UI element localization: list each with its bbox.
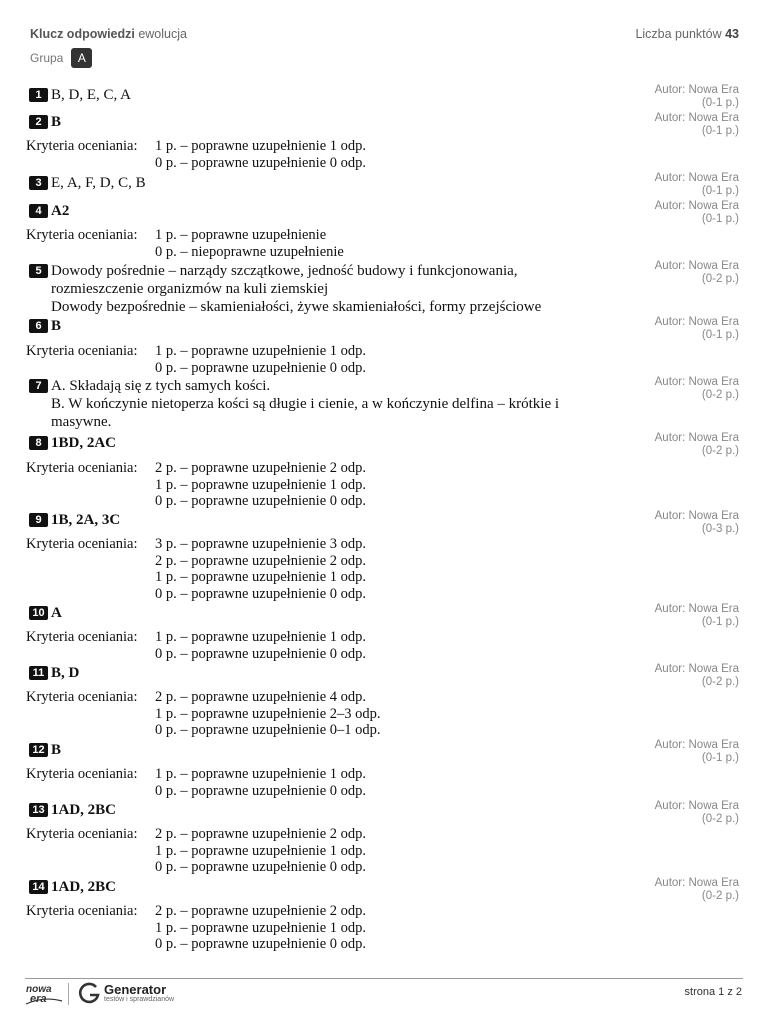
question-answer-continued: rozmieszczenie organizmów na kuli ziemskiej	[51, 281, 329, 297]
question-answer: B, D	[51, 665, 80, 681]
criteria-line: 0 p. – poprawne uzupełnienie 0–1 odp.	[155, 722, 381, 739]
criteria-line: 0 p. – poprawne uzupełnienie 0 odp.	[155, 585, 367, 602]
criteria-line: 1 p. – poprawne uzupełnienie 1 odp.	[155, 919, 367, 936]
criteria-line: 1 p. – poprawne uzupełnienie 1 odp.	[155, 138, 367, 154]
generator-subtitle: testów i sprawdzianów	[104, 996, 175, 1003]
points-total-label: Liczba punktów	[635, 27, 726, 41]
points-range: (0-2 p.)	[701, 675, 739, 688]
question-13-criteria	[26, 826, 366, 876]
criteria-line: 1 p. – poprawne uzupełnienie 1 odp.	[155, 766, 367, 782]
question-answer: E, A, F, D, C, B	[51, 175, 146, 191]
question-number: 4	[29, 204, 48, 218]
question-answer: 1AD, 2BC	[51, 879, 117, 895]
question-4-criteria	[26, 227, 344, 260]
points-range: (0-1 p.)	[701, 328, 739, 341]
question-11-criteria	[26, 689, 381, 739]
criteria-line: 1 p. – poprawne uzupełnienie 2–3 odp.	[155, 705, 381, 722]
question-number: 5	[29, 264, 48, 278]
criteria-line: 0 p. – poprawne uzupełnienie 0 odp.	[155, 154, 367, 171]
generator-title: Generator	[104, 982, 167, 997]
question-answer: 1BD, 2AC	[51, 435, 117, 451]
criteria-line: 0 p. – niepoprawne uzupełnienie	[155, 243, 344, 260]
criteria-line: 2 p. – poprawne uzupełnienie 4 odp.	[155, 689, 367, 705]
question-1-meta	[655, 84, 739, 109]
author-label: Autor: Nowa Era	[654, 663, 739, 675]
question-number: 12	[29, 743, 48, 757]
question-6	[29, 317, 61, 335]
question-5-meta	[655, 260, 739, 285]
criteria-label: Kryteria oceniania:	[26, 689, 138, 705]
question-12	[29, 741, 61, 759]
author-label: Autor: Nowa Era	[654, 112, 739, 124]
question-13	[29, 801, 116, 819]
question-4	[29, 202, 69, 220]
points-range: (0-2 p.)	[701, 272, 739, 285]
criteria-label: Kryteria oceniania:	[26, 227, 138, 243]
points-range: (0-1 p.)	[701, 184, 739, 197]
author-label: Autor: Nowa Era	[654, 877, 739, 889]
author-label: Autor: Nowa Era	[654, 84, 739, 96]
question-6-meta	[655, 316, 739, 341]
logo-text-bottom: era	[30, 993, 47, 1005]
question-answer-continued: Dowody bezpośrednie – skamieniałości, żywe skamieniałości, formy przejściowe	[51, 299, 542, 315]
points-range: (0-1 p.)	[701, 751, 739, 764]
points-range: (0-2 p.)	[701, 388, 739, 401]
question-number: 7	[29, 379, 48, 393]
author-label: Autor: Nowa Era	[654, 376, 739, 388]
points-range: (0-1 p.)	[701, 96, 739, 109]
question-8-criteria	[26, 460, 366, 510]
author-label: Autor: Nowa Era	[654, 172, 739, 184]
question-9	[29, 511, 120, 529]
criteria-label: Kryteria oceniania:	[26, 903, 138, 919]
question-2-criteria	[26, 138, 366, 171]
question-6-criteria	[26, 343, 366, 376]
question-12-meta	[655, 739, 739, 764]
question-answer: A2	[51, 203, 70, 219]
question-answer: 1B, 2A, 3C	[51, 512, 121, 528]
group-badge: A	[71, 48, 92, 68]
question-11	[29, 664, 79, 682]
question-5	[29, 262, 541, 316]
question-answer: A. Składają się z tych samych kości.	[51, 378, 271, 394]
criteria-label: Kryteria oceniania:	[26, 536, 138, 552]
question-number: 8	[29, 436, 48, 450]
criteria-line: 1 p. – poprawne uzupełnienie 1 odp.	[155, 629, 367, 645]
question-14-criteria	[26, 903, 366, 953]
question-7	[29, 377, 559, 431]
criteria-line: 2 p. – poprawne uzupełnienie 2 odp.	[155, 826, 367, 842]
author-label: Autor: Nowa Era	[654, 510, 739, 522]
question-4-meta	[655, 200, 739, 225]
nowa-era-logo	[24, 982, 64, 1006]
question-answer: A	[51, 605, 62, 621]
document-title-topic: ewolucja	[134, 27, 187, 41]
question-number: 13	[29, 803, 48, 817]
page-number: strona 1 z 2	[684, 986, 742, 998]
question-number: 10	[29, 606, 48, 620]
question-answer: B	[51, 742, 62, 758]
logo-text-top: nowa	[26, 984, 52, 995]
logo-separator	[68, 983, 69, 1005]
document-title-bold: Klucz odpowiedzi	[30, 27, 135, 41]
points-range: (0-1 p.)	[701, 124, 739, 137]
author-label: Autor: Nowa Era	[654, 800, 739, 812]
author-label: Autor: Nowa Era	[654, 432, 739, 444]
points-range: (0-2 p.)	[701, 812, 739, 825]
question-answer: 1AD, 2BC	[51, 802, 117, 818]
author-label: Autor: Nowa Era	[654, 316, 739, 328]
question-number: 3	[29, 176, 48, 190]
criteria-line: 1 p. – poprawne uzupełnienie 1 odp.	[155, 476, 367, 493]
question-12-criteria	[26, 766, 366, 799]
question-number: 11	[29, 666, 48, 680]
group-label: Grupa	[30, 51, 64, 65]
criteria-label: Kryteria oceniania:	[26, 343, 138, 359]
question-3	[29, 174, 146, 192]
criteria-line: 0 p. – poprawne uzupełnienie 0 odp.	[155, 859, 367, 876]
author-label: Autor: Nowa Era	[654, 200, 739, 212]
points-range: (0-2 p.)	[701, 444, 739, 457]
generator-logo-icon	[77, 981, 101, 1005]
criteria-line: 0 p. – poprawne uzupełnienie 0 odp.	[155, 493, 367, 510]
question-10-meta	[655, 603, 739, 628]
question-7-meta	[655, 376, 739, 401]
author-label: Autor: Nowa Era	[654, 260, 739, 272]
question-number: 2	[29, 115, 48, 129]
points-total-value: 43	[725, 27, 739, 41]
criteria-line: 0 p. – poprawne uzupełnienie 0 odp.	[155, 782, 367, 799]
question-answer: B	[51, 114, 62, 130]
question-8-meta	[655, 432, 739, 457]
question-14	[29, 878, 116, 896]
question-answer-continued: masywne.	[51, 414, 112, 430]
criteria-line: 1 p. – poprawne uzupełnienie 1 odp.	[155, 842, 367, 859]
question-13-meta	[655, 800, 739, 825]
question-9-criteria	[26, 536, 366, 602]
author-label: Autor: Nowa Era	[654, 603, 739, 615]
points-range: (0-2 p.)	[701, 889, 739, 902]
criteria-line: 3 p. – poprawne uzupełnienie 3 odp.	[155, 536, 367, 552]
question-number: 14	[29, 880, 48, 894]
question-2	[29, 113, 61, 131]
question-8	[29, 434, 116, 452]
author-label: Autor: Nowa Era	[654, 739, 739, 751]
question-answer: B	[51, 318, 62, 334]
question-10-criteria	[26, 629, 366, 662]
question-14-meta	[655, 877, 739, 902]
criteria-label: Kryteria oceniania:	[26, 460, 138, 476]
criteria-label: Kryteria oceniania:	[26, 766, 138, 782]
criteria-line: 2 p. – poprawne uzupełnienie 2 odp.	[155, 460, 367, 476]
criteria-label: Kryteria oceniania:	[26, 826, 138, 842]
criteria-line: 2 p. – poprawne uzupełnienie 2 odp.	[155, 552, 367, 569]
points-range: (0-3 p.)	[701, 522, 739, 535]
criteria-line: 1 p. – poprawne uzupełnienie	[155, 227, 327, 243]
question-number: 1	[29, 88, 48, 102]
question-1	[29, 86, 131, 104]
question-2-meta	[655, 112, 739, 137]
question-number: 9	[29, 513, 48, 527]
points-total	[635, 27, 739, 41]
criteria-label: Kryteria oceniania:	[26, 629, 138, 645]
criteria-line: 0 p. – poprawne uzupełnienie 0 odp.	[155, 936, 367, 953]
criteria-line: 0 p. – poprawne uzupełnienie 0 odp.	[155, 359, 367, 376]
criteria-line: 1 p. – poprawne uzupełnienie 1 odp.	[155, 569, 367, 586]
question-answer: Dowody pośrednie – narządy szczątkowe, jedność budowy i funkcjonowania,	[51, 263, 518, 279]
question-9-meta	[655, 510, 739, 535]
question-answer-continued: B. W kończynie nietoperza kości są długie i cienie, a w kończynie delfina – krótkie i	[51, 396, 560, 412]
question-11-meta	[655, 663, 739, 688]
question-answer: B, D, E, C, A	[51, 87, 132, 103]
question-number: 6	[29, 319, 48, 333]
points-range: (0-1 p.)	[701, 615, 739, 628]
points-range: (0-1 p.)	[701, 212, 739, 225]
question-10	[29, 604, 62, 622]
document-title	[30, 27, 187, 41]
group-indicator	[30, 48, 92, 68]
criteria-line: 1 p. – poprawne uzupełnienie 1 odp.	[155, 343, 367, 359]
criteria-label: Kryteria oceniania:	[26, 138, 138, 154]
criteria-line: 2 p. – poprawne uzupełnienie 2 odp.	[155, 903, 367, 919]
footer-divider	[25, 978, 743, 979]
criteria-line: 0 p. – poprawne uzupełnienie 0 odp.	[155, 645, 367, 662]
question-3-meta	[655, 172, 739, 197]
